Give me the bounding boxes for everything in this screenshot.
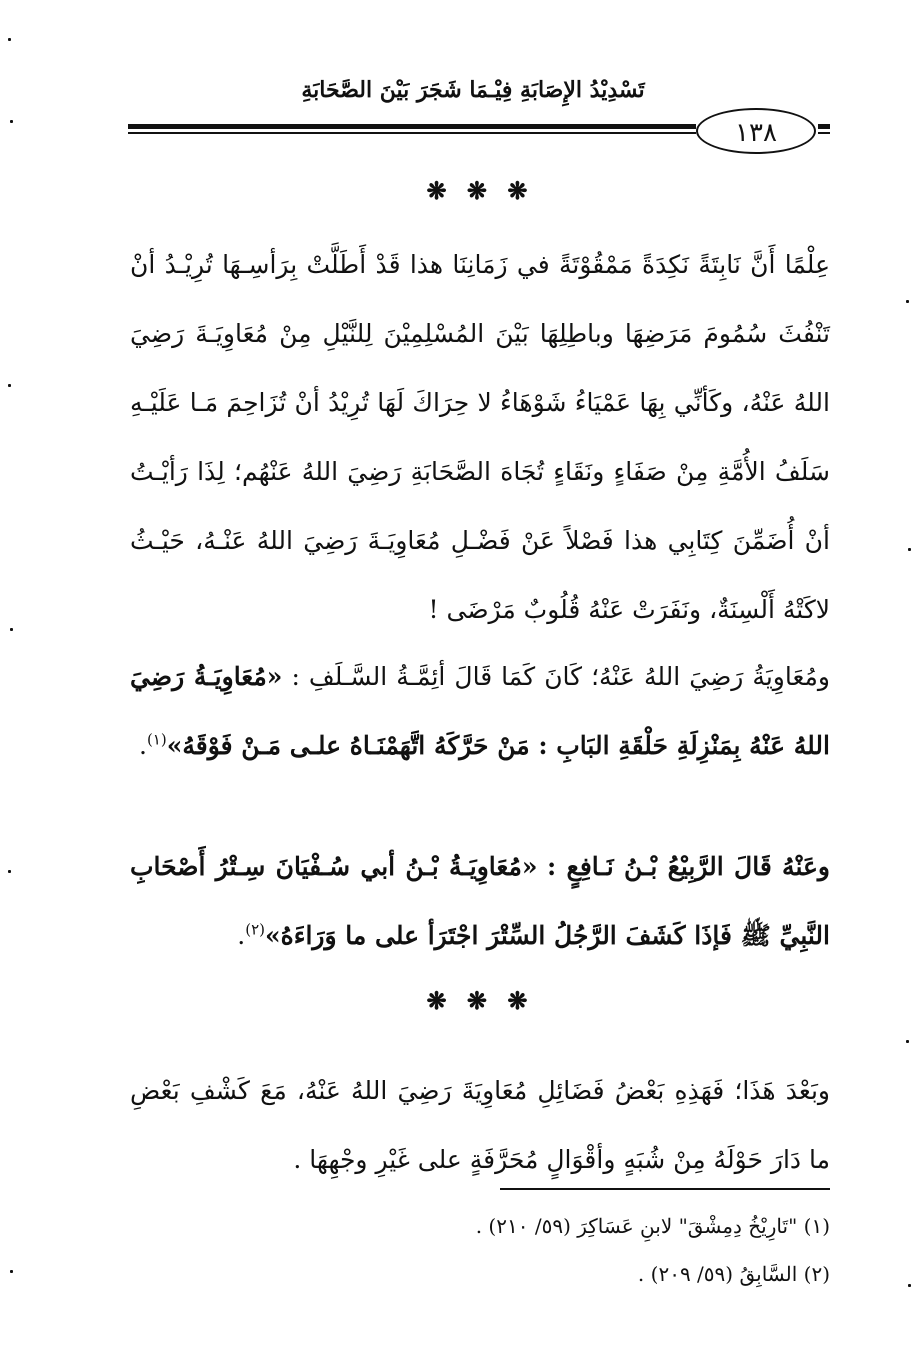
scan-speck: [8, 384, 11, 387]
scan-speck: [908, 1284, 911, 1287]
quote-text: «مُعَاوِيَـةُ بْـنُ أبي سُـفْيَانَ سِـتْرُ أَصْحَابِ النَّبِيِّ ﷺ فَإذَا كَشَفَ الرَّجُلُ السِّتْرَ اجْتَرَأ على ما وَرَاءَهُ»: [130, 852, 830, 950]
scan-speck: [10, 120, 13, 123]
scan-speck: [10, 1270, 13, 1273]
scan-speck: [10, 628, 13, 631]
scan-speck: [908, 548, 911, 551]
paragraph-intro: عِلْمًا أَنَّ نَابِتَةً نَكِدَةً مَمْقُوْتَةً في زَمَانِنَا هذا قَدْ أَطَلَّتْ بِرَأسِـهَا تُرِيْـدُ أنْ تَنْفُثَ سُمُومَ مَرَضِهَا وباطِلِهَا بَيْنَ المُسْلِمِيْنَ لِلنَّيْلِ مِنْ مُعَاوِيَـةَ رَضِيَ اللهُ عَنْهُ، وكَأنِّي بِهَا عَمْيَاءُ شَوْهَاءُ لا حِرَاكَ لَهَا تُرِيْدُ أنْ تُزَاحِمَ مَـا عَلَيْـهِ سَلَفُ الأُمَّةِ مِنْ صَفَاءٍ ونَقَاءٍ تُجَاهَ الصَّحَابَةِ رَضِيَ اللهُ عَنْهُم؛ لِذَا رَأيْـتُ أنْ أُضَمِّنَ كِتَابِي هذا فَصْلاً عَنْ فَضْـلِ مُعَاوِيَـةَ رَضِيَ اللهُ عَنْـهُ، حَيْـثُ لاكَتْهُ أَلْسِنَةٌ، ونَفَرَتْ عَنْهُ قُلُوبٌ مَرْضَى !: [130, 250, 830, 624]
sentence-end: .: [237, 921, 246, 950]
header-rule-right-thick: [818, 124, 830, 129]
header-rule-right-thin: [818, 132, 830, 134]
quote-attribution: وعَنْهُ قَالَ الرَّبِيْعُ بْـنُ نَـافِعٍ :: [547, 852, 830, 881]
header-rule-thin: [128, 132, 696, 134]
footnote-1: (١) "تَارِيْخُ دِمِشْقَ" لابنِ عَسَاكِرَ (٥٩/ ٢١٠) .: [475, 1214, 830, 1238]
section-separator: ❋ ❋ ❋: [426, 176, 534, 205]
header-rule-thick: [128, 124, 696, 129]
footnote-ref-2[interactable]: (٢): [245, 920, 265, 939]
scan-speck: [8, 870, 11, 873]
quote-intro: ومُعَاوِيَةُ رَضِيَ اللهُ عَنْهُ؛ كَانَ كَمَا قَالَ أئِمَّـةُ السَّـلَفِ :: [291, 662, 830, 691]
section-separator: ❋ ❋ ❋: [426, 986, 534, 1015]
footnote-2: (٢) السَّابِقُ (٥٩/ ٢٠٩) .: [637, 1262, 830, 1286]
paragraph-rabi-quote: [130, 832, 830, 970]
footnote-rule: [500, 1188, 830, 1190]
scan-speck: [906, 300, 909, 303]
footnote-ref-1[interactable]: (١): [146, 730, 167, 749]
running-title: تَسْدِيْدُ الإِصَابَةِ فِيْـمَا شَجَرَ بَيْنَ الصَّحَابَةِ: [301, 77, 645, 103]
scan-speck: [906, 1040, 909, 1043]
page-number: ١٣٨: [696, 108, 816, 154]
sentence-end: .: [138, 731, 147, 760]
paragraph-muawiya-quote: [130, 642, 830, 780]
quote-text: «مُعَاوِيَـةُ رَضِيَ اللهُ عَنْهُ بِمَنْزِلَةِ حَلْقَةِ البَابِ : مَنْ حَرَّكَهُ اتَّهَمْنَـاهُ علـى مَـنْ فَوْقَهُ»: [130, 662, 830, 760]
paragraph-conclusion: وبَعْدَ هَذَا؛ فَهَذِهِ بَعْضُ فَضَائِلِ مُعَاوِيَةَ رَضِيَ اللهُ عَنْهُ، مَعَ كَشْفِ بَعْضِ ما دَارَ حَوْلَهُ مِنْ شُبَهٍ وأقْوَالٍ مُحَرَّفَةٍ على غَيْرِ وجْهِهَا .: [130, 1076, 830, 1174]
scan-speck: [8, 38, 11, 41]
